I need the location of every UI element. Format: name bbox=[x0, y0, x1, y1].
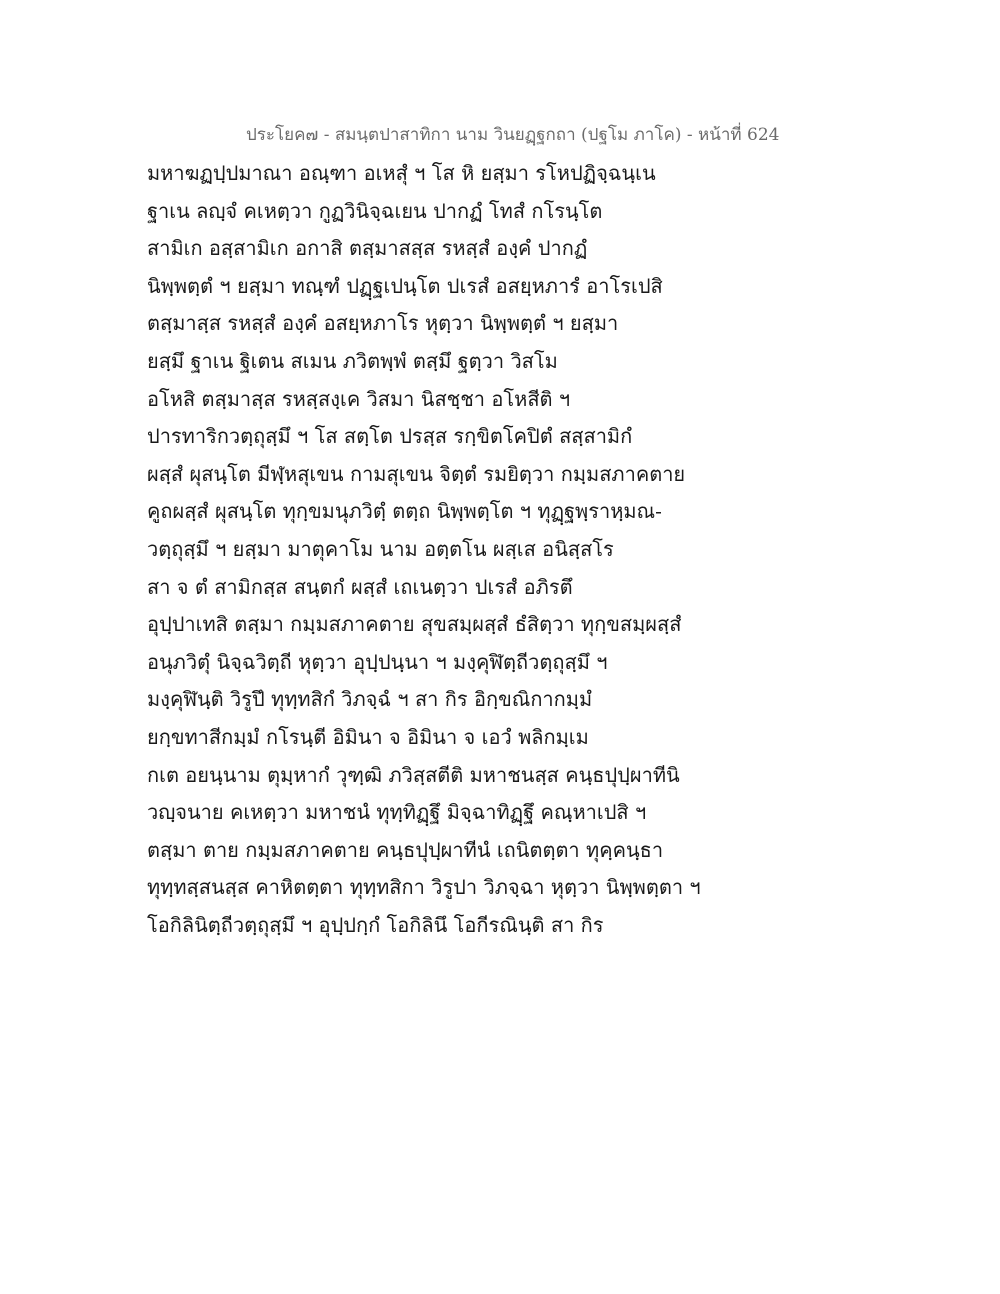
text-line: คูถผสฺสํ ผุสนฺโต ทุกฺขมนุภวิตฺํ ตตฺถ นิพฺพตฺโต ฯ ทุฏฺฐพฺราหฺมณ- bbox=[147, 499, 662, 524]
text-line: มงฺคุฬินฺติ วิรูปึ ทุทฺทสิกํ วิภจฺฉํ ฯ สา กิร อิกฺขณิกากมฺมํ bbox=[147, 687, 593, 712]
text-line: ฐาเน ลญฺจํ คเหตฺวา กูฏวินิจฺฉเยน ปากฏํ โทสํ กโรนฺโต bbox=[147, 198, 603, 223]
text-line: อโหสิ ตสฺมาสฺส รหสฺสงฺเค วิสมา นิสชฺชา อโหสีติ ฯ bbox=[147, 386, 571, 411]
running-header: ประโยค๗ - สมนฺตปาสาทิกา นาม วินยฏฺฐกถา (ปฐโม ภาโค) - หน้าที่ 624 bbox=[246, 125, 780, 145]
text-line: โอกิลินิตฺถีวตฺถุสฺมึ ฯ อุปฺปกฺกํ โอกิลินึ โอกีรณินฺติ สา กิร bbox=[147, 912, 604, 937]
text-line: มหาฆฏปฺปมาณา อณฺฑา อเหสุํ ฯ โส หิ ยสฺมา รโหปฏิจฺฉนฺเน bbox=[147, 161, 656, 185]
text-line: อนุภวิตุํ นิจฺฉวิตฺถี หุตฺวา อุปฺปนฺนา ฯ มงฺคุฬิตฺถีวตฺถุสฺมึ ฯ bbox=[147, 649, 608, 674]
text-line: ตสฺมา ตาย กมฺมสภาคตาย คนฺธปุปฺผาทีนํ เถนิตตฺตา ทุคฺคนฺธา bbox=[147, 837, 664, 862]
text-line: ตสฺมาสฺส รหสฺสํ องฺคํ อสยฺหภาโร หุตฺวา นิพฺพตฺตํ ฯ ยสฺมา bbox=[147, 311, 619, 336]
body-text bbox=[147, 160, 707, 949]
text-line: ยกฺขทาสีกมฺมํ กโรนฺตี อิมินา จ อิมินา จ เอวํ พลิกมฺเม bbox=[147, 724, 589, 749]
text-line: ปารทาริกวตฺถุสฺมึ ฯ โส สตฺโต ปรสฺส รกฺขิตโคปิตํ สสฺสามิกํ bbox=[147, 424, 633, 449]
text-line: อุปฺปาเทสิ ตสฺมา กมฺมสภาคตาย สุขสมฺผสฺสํ ธํสิตฺวา ทุกฺขสมฺผสฺสํ bbox=[147, 612, 682, 637]
text-line: วญฺจนาย คเหตฺวา มหาชนํ ทุทฺทิฏฺฐึ มิจฺฉาทิฏฺฐึ คณฺหาเปสิ ฯ bbox=[147, 800, 647, 825]
text-line: วตฺถุสฺมึ ฯ ยสฺมา มาตุคาโม นาม อตฺตโน ผสฺเส อนิสฺสโร bbox=[147, 536, 614, 561]
text-line: ทุทฺทสฺสนสฺส คาหิตตฺตา ทุทฺทสิกา วิรูปา วิภจฺฉา หุตฺวา นิพฺพตฺตา ฯ bbox=[147, 875, 701, 900]
text-line: ผสฺสํ ผุสนฺโต มีฬฺหสุเขน กามสุเขน จิตฺตํ รมยิตฺวา กมฺมสภาคตาย bbox=[147, 461, 686, 486]
text-line: สามิเก อสฺสามิเก อกาสิ ตสฺมาสสฺส รหสฺสํ องฺคํ ปากฏํ bbox=[147, 236, 588, 261]
text-line: ยสฺมึ ฐาเน ฐิเตน สเมน ภวิตพฺพํ ตสฺมึ ฐตฺวา วิสโม bbox=[147, 348, 558, 373]
text-line: นิพฺพตฺตํ ฯ ยสฺมา ทณฺฑํ ปฏฺฐเปนฺโต ปเรสํ อสยฺหภารํ อาโรเปสิ bbox=[147, 273, 663, 298]
text-line: สา จ ตํ สามิกสฺส สนฺตกํ ผสฺสํ เถเนตฺวา ปเรสํ อภิรตึ bbox=[147, 574, 573, 599]
text-line: กเต อยนฺนาม ตุมฺหากํ วุฑฺฒิ ภวิสฺสตีติ มหาชนสฺส คนฺธปุปฺผาทีนิ bbox=[147, 762, 680, 787]
